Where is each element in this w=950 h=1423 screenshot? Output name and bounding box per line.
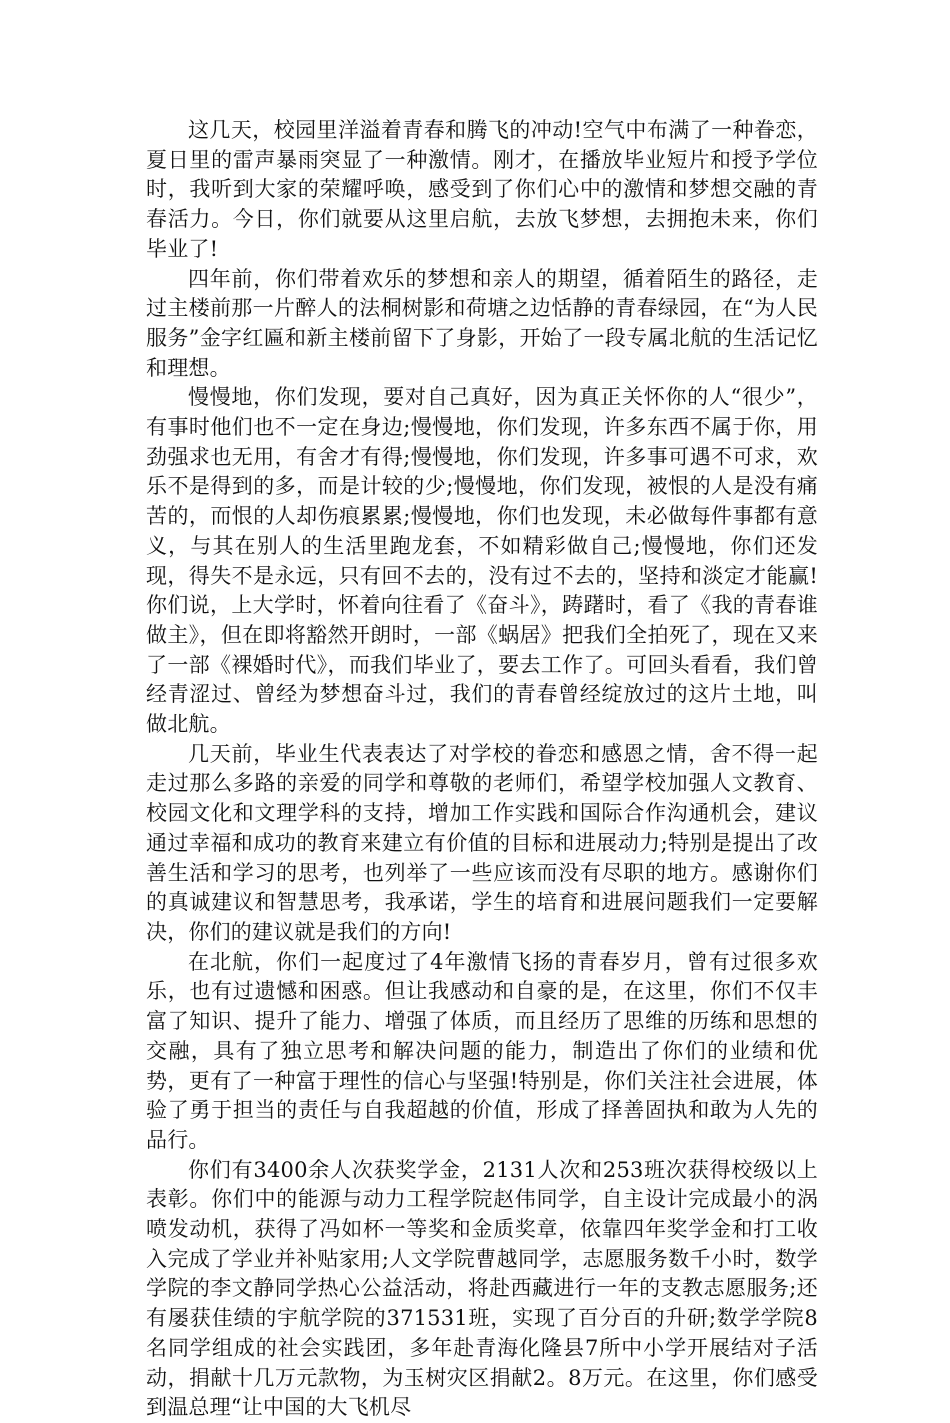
paragraph-1: 这几天，校园里洋溢着青春和腾飞的冲动!空气中布满了一种眷恋，夏日里的雷声暴雨突显了一种激情。刚才，在播放毕业短片和授予学位时，我听到大家的荣耀呼唤，感受到了你们心中的激情和梦想交融的青春活力。今日，你们就要从这里启航，去放飞梦想，去拥抱未来，你们毕业了!	[146, 118, 818, 261]
paragraph-5: 在北航，你们一起度过了4年激情飞扬的青春岁月，曾有过很多欢乐，也有过遗憾和困惑。但让我感动和自豪的是，在这里，你们不仅丰富了知识、提升了能力、增强了体质，而且经历了思维的历练和思想的交融，具有了独立思考和解决问题的能力，制造出了你们的业绩和优势，更有了一种富于理性的信心与坚强!特别是，你们关注社会进展，体验了勇于担当的责任与自我超越的价值，形成了择善固执和敢为人先的品行。	[146, 949, 818, 1152]
document-body	[146, 116, 818, 1423]
paragraph-2: 四年前，你们带着欢乐的梦想和亲人的期望，循着陌生的路径，走过主楼前那一片醉人的法桐树影和荷塘之边恬静的青春绿园，在“为人民服务”金字红匾和新主楼前留下了身影，开始了一段专属北航的生活记忆和理想。	[146, 266, 818, 380]
paragraph-3: 慢慢地，你们发现，要对自己真好，因为真正关怀你的人“很少”，有事时他们也不一定在身边;慢慢地，你们发现，许多东西不属于你，用劲强求也无用，有舍才有得;慢慢地，你们发现，许多事可遇不可求，欢乐不是得到的多，而是计较的少;慢慢地，你们发现，被恨的人是没有痛苦的，而恨的人却伤痕累累;慢慢地，你们也发现，未必做每件事都有意义，与其在别人的生活里跑龙套，不如精彩做自己;慢慢地，你们还发现，得失不是永远，只有回不去的，没有过不去的，坚持和淡定才能赢!你们说，上大学时，怀着向往看了《奋斗》，踌躇时，看了《我的青春谁做主》，但在即将豁然开朗时，一部《蜗居》把我们全拍死了，现在又来了一部《裸婚时代》，而我们毕业了，要去工作了。可回头看看，我们曾经青涩过、曾经为梦想奋斗过，我们的青春曾经绽放过的这片土地，叫做北航。	[146, 385, 818, 737]
paragraph-4: 几天前，毕业生代表表达了对学校的眷恋和感恩之情，舍不得一起走过那么多路的亲爱的同学和尊敬的老师们，希望学校加强人文教育、校园文化和文理学科的支持，增加工作实践和国际合作沟通机会，建议通过幸福和成功的教育来建立有价值的目标和进展动力;特别是提出了改善生活和学习的思考，也列举了一些应该而没有尽职的地方。感谢你们的真诚建议和智慧思考，我承诺，学生的培育和进展问题我们一定要解决，你们的建议就是我们的方向!	[146, 741, 818, 944]
paragraph-6: 你们有3400余人次获奖学金，2131人次和253班次获得校级以上表彰。你们中的能源与动力工程学院赵伟同学，自主设计完成最小的涡喷发动机，获得了冯如杯一等奖和金质奖章，依靠四年奖学金和打工收入完成了学业并补贴家用;人文学院曹越同学，志愿服务数千小时，数学学院的李文静同学热心公益活动，将赴西藏进行一年的支教志愿服务;还有屡获佳绩的宇航学院的371531班，实现了百分百的升研;数学学院8名同学组成的社会实践团，多年赴青海化隆县7所中小学开展结对子活动，捐献十几万元款物，为玉树灾区捐献2。8万元。在这里，你们感受到温总理“让中国的大飞机尽	[146, 1157, 818, 1420]
